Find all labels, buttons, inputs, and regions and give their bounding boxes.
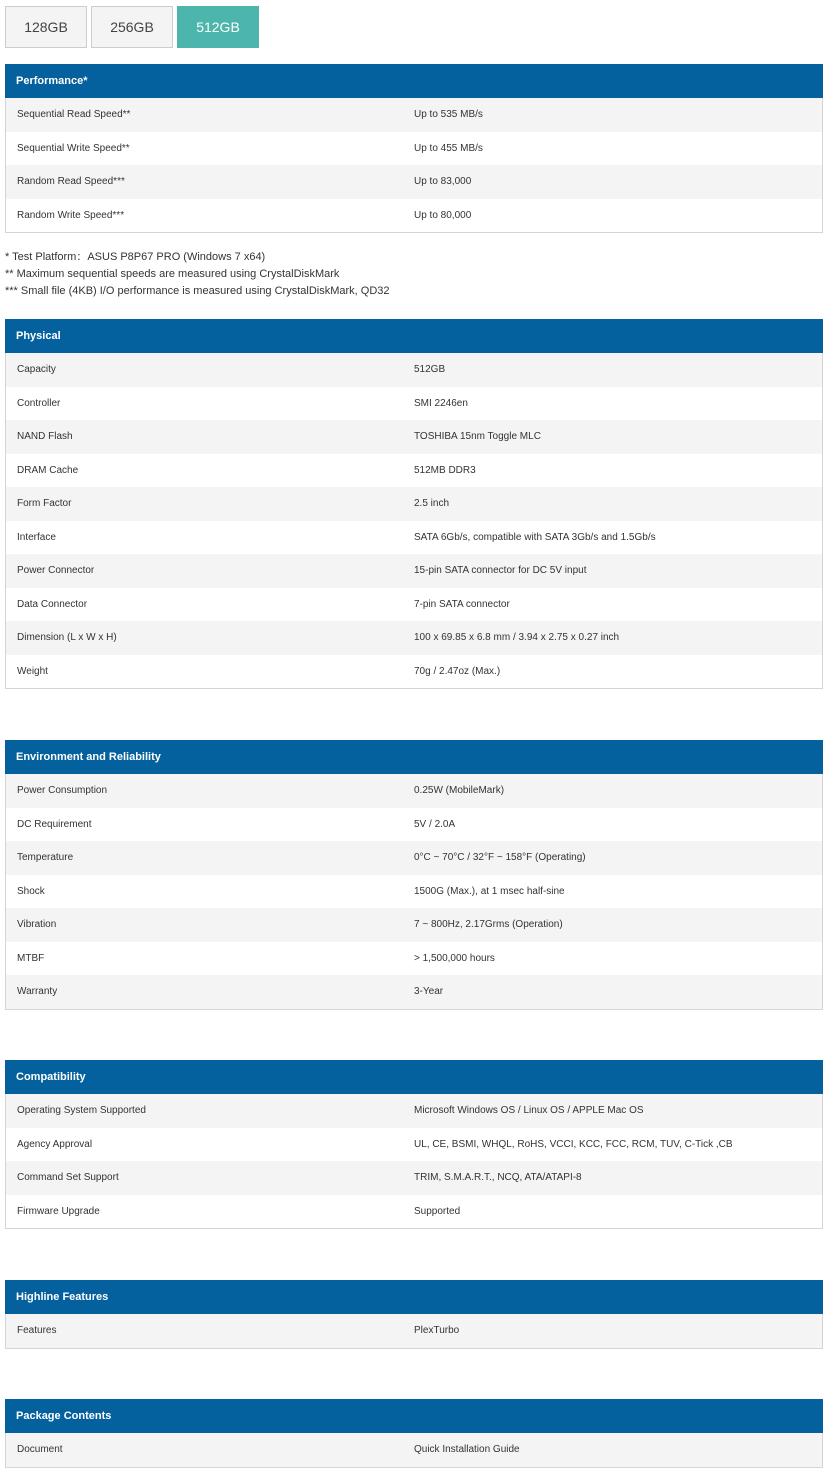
spec-label: Document [17, 1444, 63, 1456]
spec-value: Microsoft Windows OS / Linux OS / APPLE Mac OS [414, 1105, 644, 1117]
spec-value: 15-pin SATA connector for DC 5V input [414, 565, 587, 577]
spec-label: Weight [17, 665, 48, 677]
spec-label: Command Set Support [17, 1172, 119, 1184]
table-row [6, 454, 822, 488]
footnote: ** Maximum sequential speeds are measured using CrystalDiskMark [5, 268, 340, 280]
environment-table [5, 740, 823, 1010]
spec-value: SMI 2246en [414, 397, 468, 409]
spec-label: Sequential Read Speed** [17, 109, 131, 121]
table-row [6, 554, 822, 588]
spec-value: Up to 455 MB/s [414, 142, 483, 154]
table-row [6, 942, 822, 976]
spec-label: Operating System Supported [17, 1105, 146, 1117]
table-row [6, 875, 822, 909]
spec-value: 0.25W (MobileMark) [414, 785, 505, 797]
spec-value: 100 x 69.85 x 6.8 mm / 3.94 x 2.75 x 0.27 inch [414, 632, 620, 644]
spec-label: DRAM Cache [17, 464, 79, 476]
spec-label: Warranty [17, 986, 58, 998]
table-row [6, 1161, 822, 1195]
table-row [6, 353, 822, 387]
tab-256gb[interactable]: 256GB [91, 6, 173, 48]
spec-label: DC Requirement [17, 818, 92, 830]
footnote: * Test Platform：ASUS P8P67 PRO (Windows 7 x64) [5, 251, 266, 263]
performance-table [5, 64, 823, 233]
spec-label: Sequential Write Speed** [17, 142, 130, 154]
spec-label: Dimension (L x W x H) [17, 632, 117, 644]
table-row [6, 132, 822, 166]
table-row [6, 1195, 822, 1229]
table-row [6, 588, 822, 622]
spec-label: Features [17, 1325, 57, 1337]
section-title: Environment and Reliability [5, 740, 823, 774]
table-row [6, 1128, 822, 1162]
spec-value: Up to 535 MB/s [414, 109, 483, 121]
spec-label: Power Consumption [17, 785, 108, 797]
spec-value: 7-pin SATA connector [414, 598, 510, 610]
spec-value: TOSHIBA 15nm Toggle MLC [414, 431, 541, 443]
spec-value: Up to 83,000 [414, 176, 472, 188]
spec-label: Temperature [17, 852, 74, 864]
table-row [6, 774, 822, 808]
spec-value: SATA 6Gb/s, compatible with SATA 3Gb/s and 1.5Gb/s [414, 531, 656, 543]
section-title: Package Contents [5, 1399, 823, 1433]
table-row [6, 521, 822, 555]
physical-table [5, 319, 823, 689]
table-row [6, 487, 822, 521]
footnote: *** Small file (4KB) I/O performance is measured using CrystalDiskMark, QD32 [5, 285, 390, 297]
spec-value: 0°C ~ 70°C / 32°F ~ 158°F (Operating) [414, 852, 586, 864]
spec-label: Shock [17, 885, 45, 897]
table-row [6, 1094, 822, 1128]
spec-value: Supported [414, 1205, 461, 1217]
spec-value: 3-Year [414, 986, 444, 998]
spec-label: Controller [17, 397, 61, 409]
spec-value: 512GB [414, 364, 446, 376]
spec-label: Firmware Upgrade [17, 1205, 100, 1217]
spec-value: TRIM, S.M.A.R.T., NCQ, ATA/ATAPI-8 [414, 1172, 582, 1184]
spec-label: Capacity [17, 364, 56, 376]
compatibility-table [5, 1060, 823, 1229]
spec-value: 70g / 2.47oz (Max.) [414, 665, 501, 677]
section-title: Highline Features [5, 1280, 823, 1314]
spec-value: 5V / 2.0A [414, 818, 456, 830]
package-contents-table [5, 1399, 823, 1468]
spec-value: 512MB DDR3 [414, 464, 476, 476]
table-row [6, 621, 822, 655]
table-row [6, 98, 822, 132]
table-row [6, 908, 822, 942]
table-row [6, 808, 822, 842]
spec-label: Interface [17, 531, 56, 543]
table-row [6, 199, 822, 233]
tab-512gb[interactable]: 512GB [177, 6, 259, 48]
spec-value: 2.5 inch [414, 498, 450, 510]
table-row [6, 975, 822, 1009]
table-row [6, 655, 822, 689]
table-row [6, 165, 822, 199]
spec-value: 7 ~ 800Hz, 2.17Grms (Operation) [414, 919, 563, 931]
spec-label: MTBF [17, 952, 45, 964]
spec-value: Up to 80,000 [414, 209, 472, 221]
spec-label: Random Write Speed*** [17, 209, 125, 221]
spec-value: Quick Installation Guide [414, 1444, 520, 1456]
section-title: Performance* [5, 64, 823, 98]
spec-value: > 1,500,000 hours [414, 952, 495, 964]
spec-label: Random Read Speed*** [17, 176, 125, 188]
table-row [6, 1314, 822, 1348]
table-row [6, 420, 822, 454]
spec-label: Form Factor [17, 498, 72, 510]
spec-label: Vibration [17, 919, 57, 931]
table-row [6, 387, 822, 421]
spec-label: Agency Approval [17, 1138, 93, 1150]
spec-value: UL, CE, BSMI, WHQL, RoHS, VCCI, KCC, FCC, RCM, TUV, C-Tick ,CB [414, 1138, 733, 1150]
table-row [6, 841, 822, 875]
section-title: Compatibility [5, 1060, 823, 1094]
section-title: Physical [5, 319, 823, 353]
spec-value: 1500G (Max.), at 1 msec half-sine [414, 885, 565, 897]
spec-value: PlexTurbo [414, 1325, 460, 1337]
footnotes [5, 249, 390, 300]
spec-label: NAND Flash [17, 431, 73, 443]
spec-label: Data Connector [17, 598, 88, 610]
highline-features-table [5, 1280, 823, 1349]
table-row [6, 1433, 822, 1467]
capacity-tabs [5, 6, 263, 48]
spec-label: Power Connector [17, 565, 95, 577]
tab-128gb[interactable]: 128GB [5, 6, 87, 48]
